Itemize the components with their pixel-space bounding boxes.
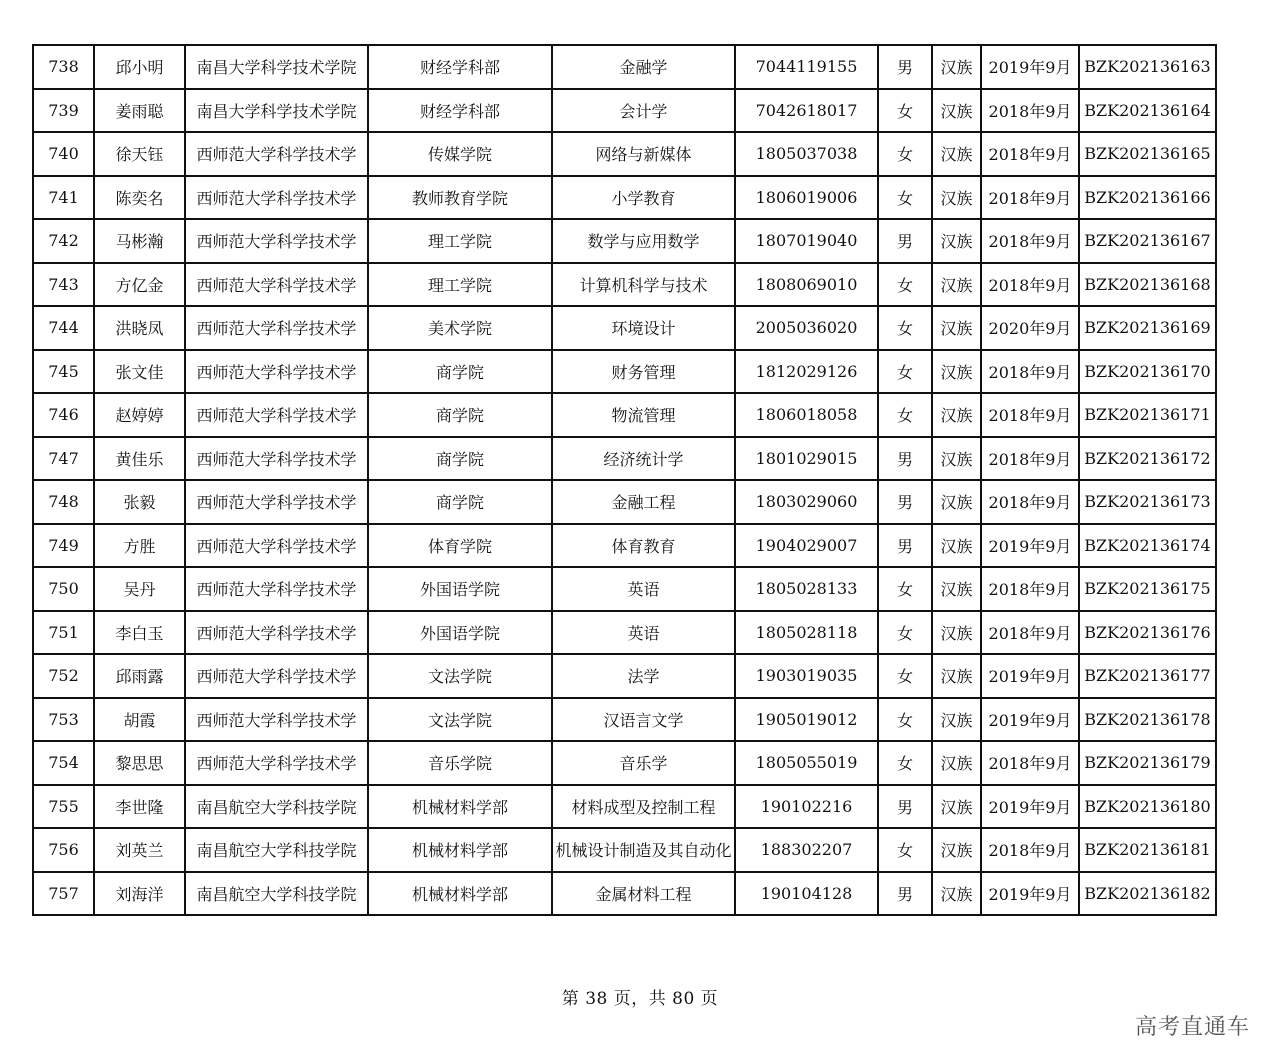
cell-major: 材料成型及控制工程 bbox=[552, 785, 735, 829]
cell-cert-number: BZK202136173 bbox=[1079, 480, 1216, 524]
cell-major: 音乐学 bbox=[552, 741, 735, 785]
table-row bbox=[33, 741, 1216, 785]
cell-ethnicity: 汉族 bbox=[932, 828, 981, 872]
cell-cert-number: BZK202136179 bbox=[1079, 741, 1216, 785]
cell-major: 汉语言文学 bbox=[552, 698, 735, 742]
cell-cert-number: BZK202136168 bbox=[1079, 263, 1216, 307]
cell-student-id: 190102216 bbox=[735, 785, 878, 829]
roster-table bbox=[32, 44, 1217, 916]
cell-enrollment: 2018年9月 bbox=[981, 393, 1079, 437]
cell-major: 英语 bbox=[552, 567, 735, 611]
table-row bbox=[33, 176, 1216, 220]
table-row bbox=[33, 785, 1216, 829]
cell-department: 文法学院 bbox=[368, 654, 552, 698]
cell-cert-number: BZK202136182 bbox=[1079, 872, 1216, 916]
cell-department: 外国语学院 bbox=[368, 567, 552, 611]
cell-cert-number: BZK202136172 bbox=[1079, 437, 1216, 481]
cell-ethnicity: 汉族 bbox=[932, 741, 981, 785]
table-row bbox=[33, 611, 1216, 655]
cell-ethnicity: 汉族 bbox=[932, 654, 981, 698]
cell-school: 西师范大学科学技术学 bbox=[185, 132, 368, 176]
cell-enrollment: 2018年9月 bbox=[981, 263, 1079, 307]
cell-cert-number: BZK202136176 bbox=[1079, 611, 1216, 655]
cell-department: 机械材料学部 bbox=[368, 785, 552, 829]
table-row bbox=[33, 524, 1216, 568]
cell-school: 西师范大学科学技术学 bbox=[185, 219, 368, 263]
cell-cert-number: BZK202136167 bbox=[1079, 219, 1216, 263]
cell-gender: 女 bbox=[878, 393, 932, 437]
cell-ethnicity: 汉族 bbox=[932, 524, 981, 568]
cell-gender: 女 bbox=[878, 89, 932, 133]
cell-gender: 男 bbox=[878, 524, 932, 568]
cell-name: 胡霞 bbox=[94, 698, 185, 742]
cell-gender: 女 bbox=[878, 132, 932, 176]
cell-gender: 女 bbox=[878, 654, 932, 698]
cell-department: 理工学院 bbox=[368, 263, 552, 307]
cell-ethnicity: 汉族 bbox=[932, 176, 981, 220]
cell-gender: 女 bbox=[878, 828, 932, 872]
cell-student-id: 1808069010 bbox=[735, 263, 878, 307]
cell-cert-number: BZK202136178 bbox=[1079, 698, 1216, 742]
cell-ethnicity: 汉族 bbox=[932, 89, 981, 133]
table-row bbox=[33, 872, 1216, 916]
cell-department: 财经学科部 bbox=[368, 45, 552, 89]
table-row bbox=[33, 89, 1216, 133]
cell-major: 小学教育 bbox=[552, 176, 735, 220]
cell-ethnicity: 汉族 bbox=[932, 480, 981, 524]
cell-school: 南昌航空大学科技学院 bbox=[185, 785, 368, 829]
cell-school: 西师范大学科学技术学 bbox=[185, 176, 368, 220]
cell-ethnicity: 汉族 bbox=[932, 306, 981, 350]
cell-student-id: 1805037038 bbox=[735, 132, 878, 176]
cell-student-id: 1903019035 bbox=[735, 654, 878, 698]
cell-student-id: 7044119155 bbox=[735, 45, 878, 89]
cell-major: 财务管理 bbox=[552, 350, 735, 394]
cell-name: 方胜 bbox=[94, 524, 185, 568]
cell-student-id: 1904029007 bbox=[735, 524, 878, 568]
cell-name: 徐天钰 bbox=[94, 132, 185, 176]
cell-gender: 男 bbox=[878, 219, 932, 263]
cell-department: 教师教育学院 bbox=[368, 176, 552, 220]
cell-index: 740 bbox=[33, 132, 94, 176]
table-row bbox=[33, 393, 1216, 437]
cell-major: 体育教育 bbox=[552, 524, 735, 568]
cell-enrollment: 2019年9月 bbox=[981, 524, 1079, 568]
cell-gender: 女 bbox=[878, 567, 932, 611]
cell-ethnicity: 汉族 bbox=[932, 350, 981, 394]
cell-enrollment: 2018年9月 bbox=[981, 828, 1079, 872]
cell-school: 西师范大学科学技术学 bbox=[185, 741, 368, 785]
cell-school: 西师范大学科学技术学 bbox=[185, 263, 368, 307]
cell-school: 南昌航空大学科技学院 bbox=[185, 872, 368, 916]
cell-index: 738 bbox=[33, 45, 94, 89]
cell-cert-number: BZK202136177 bbox=[1079, 654, 1216, 698]
cell-index: 749 bbox=[33, 524, 94, 568]
cell-major: 环境设计 bbox=[552, 306, 735, 350]
cell-name: 张毅 bbox=[94, 480, 185, 524]
cell-student-id: 1806019006 bbox=[735, 176, 878, 220]
cell-department: 音乐学院 bbox=[368, 741, 552, 785]
cell-cert-number: BZK202136164 bbox=[1079, 89, 1216, 133]
cell-index: 744 bbox=[33, 306, 94, 350]
table-row bbox=[33, 219, 1216, 263]
cell-school: 西师范大学科学技术学 bbox=[185, 654, 368, 698]
cell-gender: 女 bbox=[878, 306, 932, 350]
cell-gender: 女 bbox=[878, 698, 932, 742]
table-row bbox=[33, 350, 1216, 394]
page-footer: 第 38 页，共 80 页 bbox=[561, 989, 719, 1009]
cell-department: 机械材料学部 bbox=[368, 872, 552, 916]
cell-major: 数学与应用数学 bbox=[552, 219, 735, 263]
cell-enrollment: 2019年9月 bbox=[981, 654, 1079, 698]
cell-name: 李白玉 bbox=[94, 611, 185, 655]
cell-cert-number: BZK202136166 bbox=[1079, 176, 1216, 220]
watermark: 高考直通车 bbox=[1134, 1015, 1250, 1040]
cell-name: 姜雨聪 bbox=[94, 89, 185, 133]
cell-name: 黎思思 bbox=[94, 741, 185, 785]
cell-ethnicity: 汉族 bbox=[932, 872, 981, 916]
cell-name: 张文佳 bbox=[94, 350, 185, 394]
cell-department: 理工学院 bbox=[368, 219, 552, 263]
cell-student-id: 190104128 bbox=[735, 872, 878, 916]
cell-cert-number: BZK202136163 bbox=[1079, 45, 1216, 89]
cell-student-id: 1806018058 bbox=[735, 393, 878, 437]
table-row bbox=[33, 828, 1216, 872]
cell-index: 739 bbox=[33, 89, 94, 133]
cell-school: 西师范大学科学技术学 bbox=[185, 306, 368, 350]
cell-name: 陈奕名 bbox=[94, 176, 185, 220]
cell-major: 经济统计学 bbox=[552, 437, 735, 481]
cell-gender: 女 bbox=[878, 263, 932, 307]
cell-department: 文法学院 bbox=[368, 698, 552, 742]
cell-student-id: 1807019040 bbox=[735, 219, 878, 263]
cell-index: 748 bbox=[33, 480, 94, 524]
cell-cert-number: BZK202136175 bbox=[1079, 567, 1216, 611]
cell-ethnicity: 汉族 bbox=[932, 567, 981, 611]
cell-school: 西师范大学科学技术学 bbox=[185, 698, 368, 742]
cell-index: 757 bbox=[33, 872, 94, 916]
cell-student-id: 7042618017 bbox=[735, 89, 878, 133]
cell-gender: 女 bbox=[878, 350, 932, 394]
cell-gender: 女 bbox=[878, 611, 932, 655]
cell-department: 体育学院 bbox=[368, 524, 552, 568]
cell-gender: 男 bbox=[878, 785, 932, 829]
cell-school: 西师范大学科学技术学 bbox=[185, 524, 368, 568]
cell-enrollment: 2018年9月 bbox=[981, 567, 1079, 611]
cell-major: 金融工程 bbox=[552, 480, 735, 524]
cell-school: 西师范大学科学技术学 bbox=[185, 393, 368, 437]
cell-name: 洪晓凤 bbox=[94, 306, 185, 350]
cell-student-id: 1805055019 bbox=[735, 741, 878, 785]
table-row bbox=[33, 698, 1216, 742]
cell-cert-number: BZK202136181 bbox=[1079, 828, 1216, 872]
cell-student-id: 1905019012 bbox=[735, 698, 878, 742]
cell-gender: 男 bbox=[878, 45, 932, 89]
cell-index: 743 bbox=[33, 263, 94, 307]
cell-school: 西师范大学科学技术学 bbox=[185, 480, 368, 524]
cell-student-id: 1803029060 bbox=[735, 480, 878, 524]
cell-enrollment: 2018年9月 bbox=[981, 611, 1079, 655]
cell-enrollment: 2020年9月 bbox=[981, 306, 1079, 350]
table-row bbox=[33, 480, 1216, 524]
cell-index: 754 bbox=[33, 741, 94, 785]
cell-student-id: 1805028118 bbox=[735, 611, 878, 655]
cell-department: 商学院 bbox=[368, 437, 552, 481]
cell-ethnicity: 汉族 bbox=[932, 132, 981, 176]
table-row bbox=[33, 45, 1216, 89]
cell-index: 752 bbox=[33, 654, 94, 698]
cell-name: 赵婷婷 bbox=[94, 393, 185, 437]
cell-department: 机械材料学部 bbox=[368, 828, 552, 872]
cell-gender: 女 bbox=[878, 176, 932, 220]
table-row bbox=[33, 263, 1216, 307]
cell-cert-number: BZK202136169 bbox=[1079, 306, 1216, 350]
cell-department: 美术学院 bbox=[368, 306, 552, 350]
cell-enrollment: 2018年9月 bbox=[981, 480, 1079, 524]
cell-index: 753 bbox=[33, 698, 94, 742]
cell-department: 外国语学院 bbox=[368, 611, 552, 655]
cell-school: 南昌大学科学技术学院 bbox=[185, 45, 368, 89]
cell-index: 755 bbox=[33, 785, 94, 829]
cell-enrollment: 2018年9月 bbox=[981, 176, 1079, 220]
cell-department: 商学院 bbox=[368, 350, 552, 394]
cell-gender: 男 bbox=[878, 437, 932, 481]
cell-index: 751 bbox=[33, 611, 94, 655]
cell-cert-number: BZK202136170 bbox=[1079, 350, 1216, 394]
cell-cert-number: BZK202136180 bbox=[1079, 785, 1216, 829]
table-row bbox=[33, 306, 1216, 350]
cell-index: 745 bbox=[33, 350, 94, 394]
cell-index: 747 bbox=[33, 437, 94, 481]
cell-index: 746 bbox=[33, 393, 94, 437]
roster-body bbox=[33, 45, 1216, 915]
cell-ethnicity: 汉族 bbox=[932, 263, 981, 307]
cell-enrollment: 2018年9月 bbox=[981, 219, 1079, 263]
cell-major: 金属材料工程 bbox=[552, 872, 735, 916]
cell-enrollment: 2018年9月 bbox=[981, 437, 1079, 481]
cell-gender: 男 bbox=[878, 872, 932, 916]
cell-gender: 女 bbox=[878, 741, 932, 785]
cell-school: 西师范大学科学技术学 bbox=[185, 611, 368, 655]
cell-name: 邱小明 bbox=[94, 45, 185, 89]
cell-name: 吴丹 bbox=[94, 567, 185, 611]
cell-major: 法学 bbox=[552, 654, 735, 698]
cell-enrollment: 2018年9月 bbox=[981, 350, 1079, 394]
cell-major: 会计学 bbox=[552, 89, 735, 133]
cell-name: 刘英兰 bbox=[94, 828, 185, 872]
cell-name: 刘海洋 bbox=[94, 872, 185, 916]
cell-enrollment: 2018年9月 bbox=[981, 132, 1079, 176]
cell-major: 物流管理 bbox=[552, 393, 735, 437]
cell-cert-number: BZK202136165 bbox=[1079, 132, 1216, 176]
cell-ethnicity: 汉族 bbox=[932, 45, 981, 89]
cell-name: 方亿金 bbox=[94, 263, 185, 307]
table-row bbox=[33, 132, 1216, 176]
cell-index: 756 bbox=[33, 828, 94, 872]
cell-name: 邱雨露 bbox=[94, 654, 185, 698]
cell-enrollment: 2018年9月 bbox=[981, 89, 1079, 133]
cell-major: 金融学 bbox=[552, 45, 735, 89]
cell-gender: 男 bbox=[878, 480, 932, 524]
cell-department: 传媒学院 bbox=[368, 132, 552, 176]
table-row bbox=[33, 567, 1216, 611]
cell-ethnicity: 汉族 bbox=[932, 611, 981, 655]
cell-ethnicity: 汉族 bbox=[932, 219, 981, 263]
cell-ethnicity: 汉族 bbox=[932, 393, 981, 437]
cell-index: 750 bbox=[33, 567, 94, 611]
cell-school: 南昌大学科学技术学院 bbox=[185, 89, 368, 133]
cell-school: 南昌航空大学科技学院 bbox=[185, 828, 368, 872]
cell-department: 商学院 bbox=[368, 393, 552, 437]
cell-enrollment: 2018年9月 bbox=[981, 741, 1079, 785]
cell-major: 机械设计制造及其自动化 bbox=[552, 828, 735, 872]
cell-ethnicity: 汉族 bbox=[932, 698, 981, 742]
cell-ethnicity: 汉族 bbox=[932, 437, 981, 481]
cell-index: 741 bbox=[33, 176, 94, 220]
cell-student-id: 188302207 bbox=[735, 828, 878, 872]
cell-student-id: 1812029126 bbox=[735, 350, 878, 394]
cell-enrollment: 2019年9月 bbox=[981, 45, 1079, 89]
cell-department: 商学院 bbox=[368, 480, 552, 524]
cell-index: 742 bbox=[33, 219, 94, 263]
cell-major: 英语 bbox=[552, 611, 735, 655]
cell-enrollment: 2019年9月 bbox=[981, 785, 1079, 829]
cell-student-id: 1805028133 bbox=[735, 567, 878, 611]
cell-enrollment: 2019年9月 bbox=[981, 872, 1079, 916]
cell-school: 西师范大学科学技术学 bbox=[185, 567, 368, 611]
cell-cert-number: BZK202136174 bbox=[1079, 524, 1216, 568]
cell-student-id: 1801029015 bbox=[735, 437, 878, 481]
cell-department: 财经学科部 bbox=[368, 89, 552, 133]
cell-name: 马彬瀚 bbox=[94, 219, 185, 263]
cell-cert-number: BZK202136171 bbox=[1079, 393, 1216, 437]
cell-student-id: 2005036020 bbox=[735, 306, 878, 350]
cell-ethnicity: 汉族 bbox=[932, 785, 981, 829]
table-row bbox=[33, 654, 1216, 698]
cell-name: 李世隆 bbox=[94, 785, 185, 829]
cell-enrollment: 2019年9月 bbox=[981, 698, 1079, 742]
cell-school: 西师范大学科学技术学 bbox=[185, 437, 368, 481]
cell-major: 网络与新媒体 bbox=[552, 132, 735, 176]
table-row bbox=[33, 437, 1216, 481]
cell-name: 黄佳乐 bbox=[94, 437, 185, 481]
cell-school: 西师范大学科学技术学 bbox=[185, 350, 368, 394]
cell-major: 计算机科学与技术 bbox=[552, 263, 735, 307]
